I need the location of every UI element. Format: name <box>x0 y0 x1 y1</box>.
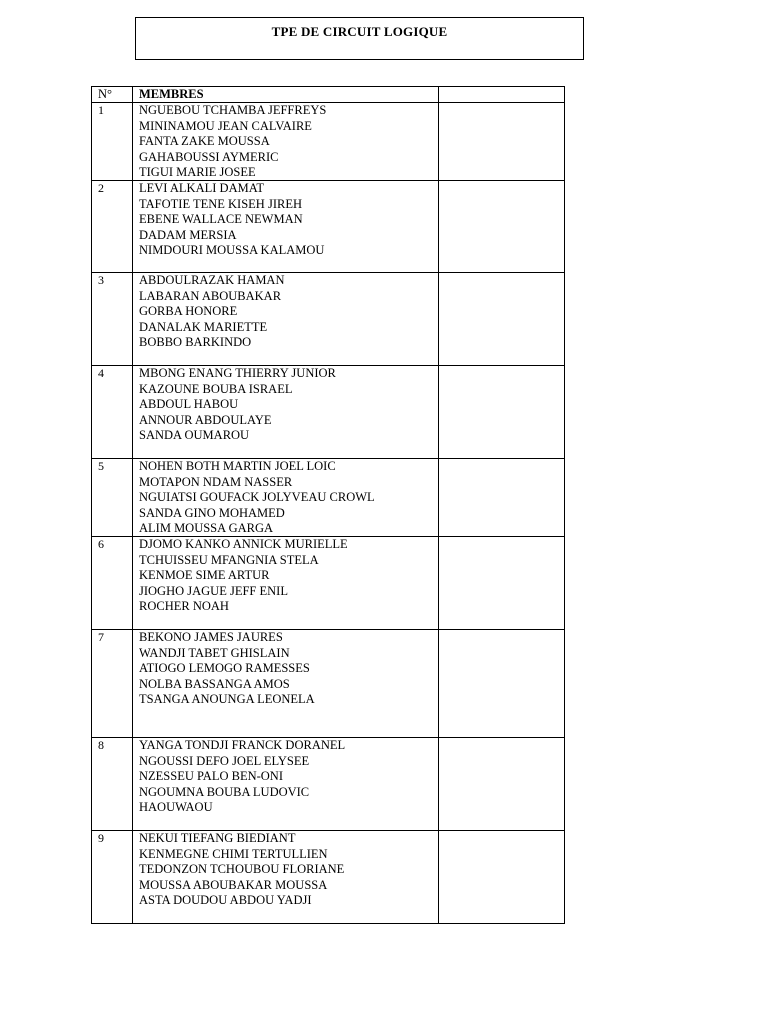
member-name: MOUSSA ABOUBAKAR MOUSSA <box>139 877 328 892</box>
table-row <box>92 273 565 366</box>
member-name: KAZOUNE BOUBA ISRAEL <box>139 381 293 396</box>
empty-cell <box>439 537 565 630</box>
member-name: EBENE WALLACE NEWMAN <box>139 212 303 227</box>
empty-cell <box>439 273 565 366</box>
member-name: GORBA HONORE <box>139 304 238 319</box>
member-name: NGOUSSI DEFO JOEL ELYSEE <box>139 753 310 768</box>
groups-body <box>92 103 565 924</box>
group-number: 9 <box>92 831 133 924</box>
member-name: KENMOE SIME ARTUR <box>139 568 270 583</box>
group-number: 1 <box>92 103 133 181</box>
table-row <box>92 831 565 924</box>
member-name: BOBBO BARKINDO <box>139 335 252 350</box>
group-members <box>133 366 439 459</box>
header-members: MEMBRES <box>133 87 439 103</box>
header-number: N° <box>92 87 133 103</box>
empty-cell <box>439 831 565 924</box>
member-name: LEVI ALKALI DAMAT <box>139 181 264 196</box>
document-title: TPE DE CIRCUIT LOGIQUE <box>271 24 448 39</box>
member-name: NZESSEU PALO BEN-ONI <box>139 769 283 784</box>
member-name: ATIOGO LEMOGO RAMESSES <box>139 661 310 676</box>
group-number: 7 <box>92 630 133 738</box>
member-name: ROCHER NOAH <box>139 599 229 614</box>
table-header-row <box>92 87 565 103</box>
member-name: NOHEN BOTH MARTIN JOEL LOIC <box>139 459 336 474</box>
group-members <box>133 738 439 831</box>
member-name: NGOUMNA BOUBA LUDOVIC <box>139 784 310 799</box>
group-number: 2 <box>92 181 133 273</box>
member-name: ANNOUR ABDOULAYE <box>139 412 272 427</box>
member-name: TEDONZON TCHOUBOU FLORIANE <box>139 862 345 877</box>
member-name: ABDOULRAZAK HAMAN <box>139 273 285 288</box>
member-name: NIMDOURI MOUSSA KALAMOU <box>139 243 325 258</box>
member-name: ALIM MOUSSA GARGA <box>139 521 274 536</box>
member-name: DADAM MERSIA <box>139 227 237 242</box>
member-name: YANGA TONDJI FRANCK DORANEL <box>139 738 346 753</box>
table-row <box>92 537 565 630</box>
member-name: ASTA DOUDOU ABDOU YADJI <box>139 893 312 908</box>
table-row <box>92 181 565 273</box>
group-members <box>133 537 439 630</box>
group-members <box>133 831 439 924</box>
member-name: WANDJI TABET GHISLAIN <box>139 645 290 660</box>
empty-cell <box>439 738 565 831</box>
member-name: NOLBA BASSANGA AMOS <box>139 676 290 691</box>
group-number: 8 <box>92 738 133 831</box>
empty-cell <box>439 366 565 459</box>
table-row <box>92 103 565 181</box>
member-name: GAHABOUSSI AYMERIC <box>139 149 279 164</box>
member-name: TSANGA ANOUNGA LEONELA <box>139 692 315 707</box>
group-number: 4 <box>92 366 133 459</box>
empty-cell <box>439 630 565 738</box>
title-box <box>135 17 584 60</box>
member-name: MININAMOU JEAN CALVAIRE <box>139 118 312 133</box>
header-extra <box>439 87 565 103</box>
member-name: SANDA GINO MOHAMED <box>139 505 285 520</box>
table-row <box>92 459 565 537</box>
group-members <box>133 630 439 738</box>
table-row <box>92 366 565 459</box>
member-name: TAFOTIE TENE KISEH JIREH <box>139 196 302 211</box>
empty-cell <box>439 103 565 181</box>
member-name: NEKUI TIEFANG BIEDIANT <box>139 831 296 846</box>
member-name: FANTA ZAKE MOUSSA <box>139 134 270 149</box>
member-name: TCHUISSEU MFANGNIA STELA <box>139 552 319 567</box>
member-name: HAOUWAOU <box>139 800 213 815</box>
table-row <box>92 630 565 738</box>
member-name: MOTAPON NDAM NASSER <box>139 474 293 489</box>
group-number: 5 <box>92 459 133 537</box>
member-name: KENMEGNE CHIMI TERTULLIEN <box>139 846 328 861</box>
group-members <box>133 103 439 181</box>
group-members <box>133 273 439 366</box>
member-name: JIOGHO JAGUE JEFF ENIL <box>139 583 288 598</box>
group-members <box>133 181 439 273</box>
member-name: SANDA OUMAROU <box>139 428 250 443</box>
member-name: TIGUI MARIE JOSEE <box>139 165 256 180</box>
empty-cell <box>439 181 565 273</box>
empty-cell <box>439 459 565 537</box>
table-row <box>92 738 565 831</box>
group-number: 6 <box>92 537 133 630</box>
member-name: MBONG ENANG THIERRY JUNIOR <box>139 366 336 381</box>
member-name: NGUIATSI GOUFACK JOLYVEAU CROWL <box>139 490 375 505</box>
members-table <box>91 86 565 924</box>
member-name: BEKONO JAMES JAURES <box>139 630 283 645</box>
member-name: NGUEBOU TCHAMBA JEFFREYS <box>139 103 327 118</box>
member-name: DJOMO KANKO ANNICK MURIELLE <box>139 537 348 552</box>
group-members <box>133 459 439 537</box>
member-name: ABDOUL HABOU <box>139 397 239 412</box>
member-name: LABARAN ABOUBAKAR <box>139 288 282 303</box>
group-number: 3 <box>92 273 133 366</box>
member-name: DANALAK MARIETTE <box>139 319 268 334</box>
